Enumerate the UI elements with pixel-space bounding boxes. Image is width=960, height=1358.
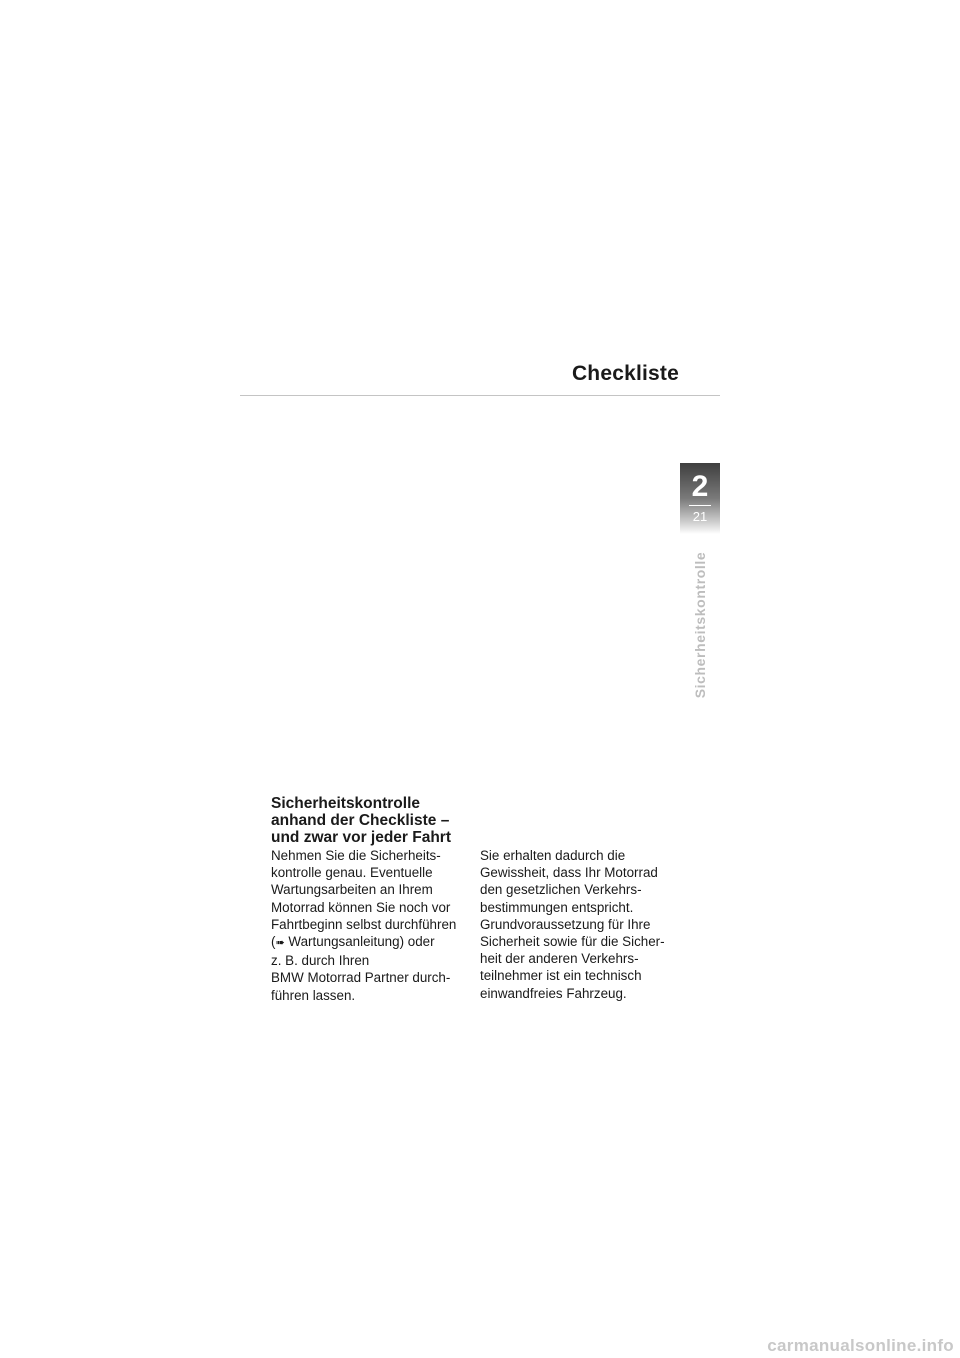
text-line: den gesetzlichen Verkehrs-: [480, 882, 642, 898]
text-line: Nehmen Sie die Sicherheits-: [271, 848, 441, 863]
paren-open: (: [271, 934, 276, 950]
body-column-right: [480, 847, 680, 1002]
section-heading: [271, 795, 481, 846]
heading-line: Sicherheitskontrolle: [271, 795, 421, 812]
text-line: Motorrad können Sie noch vor: [271, 899, 451, 915]
text-line: teilnehmer ist ein technisch: [480, 968, 642, 984]
text-line: Gewissheit, dass Ihr Motorrad: [480, 865, 658, 881]
reference-text: Wartungsanleitung) oder: [288, 934, 435, 950]
text-line: Fahrtbeginn selbst durchführen: [271, 916, 457, 932]
text-line: Wartungsarbeiten an Ihrem: [271, 882, 433, 898]
text-line: führen lassen.: [271, 987, 356, 1003]
text-line: kontrolle genau. Eventuelle: [271, 865, 433, 881]
heading-line: und zwar vor jeder Fahrt: [271, 829, 452, 846]
chapter-number: 2: [691, 470, 709, 503]
header-divider: [240, 395, 720, 396]
arrow-right-icon: ➠: [275, 937, 285, 950]
text-line: Sie erhalten dadurch die: [480, 848, 626, 863]
chapter-divider: [689, 505, 711, 506]
text-line: einwandfreies Fahrzeug.: [480, 985, 627, 1001]
heading-line: anhand der Checkliste –: [271, 812, 450, 829]
text-line: Grundvoraussetzung für Ihre: [480, 916, 651, 932]
text-line: bestimmungen entspricht.: [480, 899, 634, 915]
site-watermark: carmanualsonline.info: [767, 1336, 954, 1355]
page-number: 21: [692, 509, 708, 524]
chapter-side-label: Sicherheitskontrolle: [692, 551, 708, 699]
body-column-left: [271, 847, 471, 1004]
text-line: heit der anderen Verkehrs-: [480, 951, 639, 967]
text-line: z. B. durch Ihren: [271, 953, 370, 969]
text-line: Sicherheit sowie für die Sicher-: [480, 934, 665, 950]
text-line: BMW Motorrad Partner durch-: [271, 970, 451, 986]
text-line-reference: [271, 933, 471, 952]
page-title: Checkliste: [571, 362, 679, 385]
